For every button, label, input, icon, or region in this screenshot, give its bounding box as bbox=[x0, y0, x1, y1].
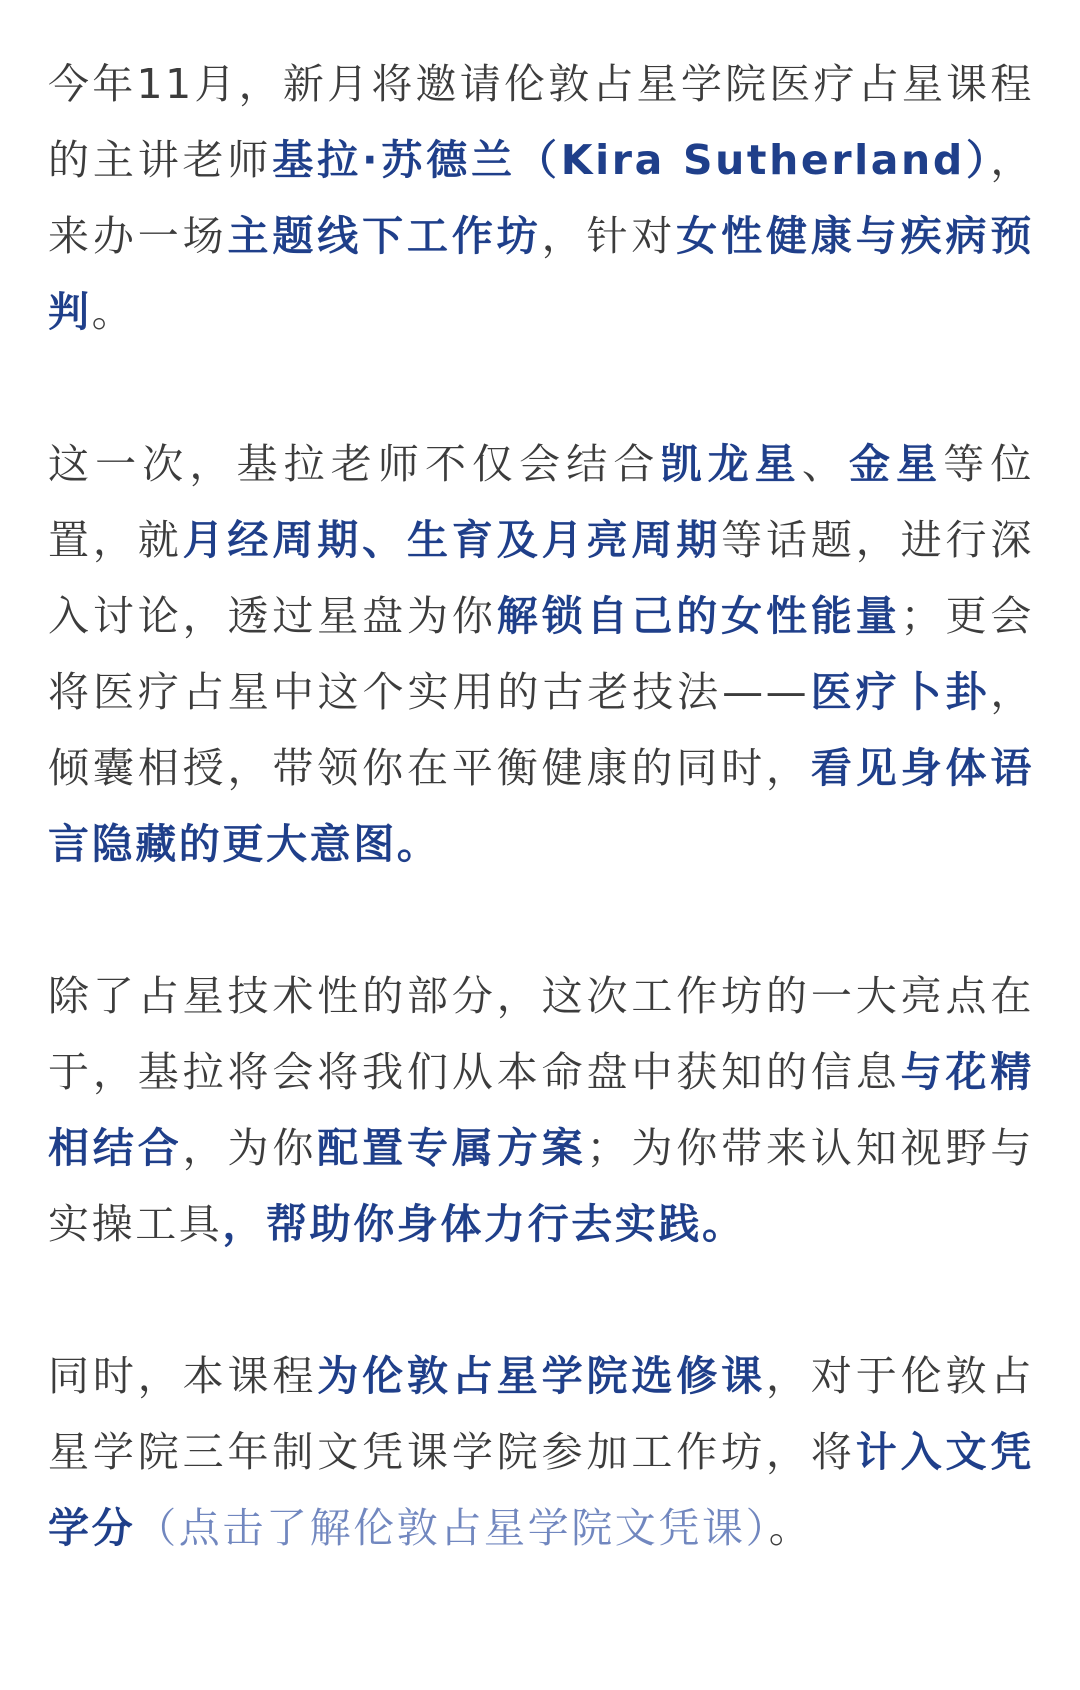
paragraph-credits bbox=[48, 1338, 1034, 1566]
topic-highlight: 女性健康与疾病预判 bbox=[48, 212, 1034, 336]
text-span: ，倾囊相授，带领你在平衡健康的同时， bbox=[48, 668, 1035, 792]
text-span: 同时，本课程 bbox=[48, 1352, 318, 1400]
article-body bbox=[48, 46, 1034, 1566]
venus-highlight: 金星 bbox=[849, 440, 944, 488]
text-span: 这一次，基拉老师不仅会结合 bbox=[48, 440, 661, 488]
paragraph-workshop-intro bbox=[48, 46, 1034, 350]
flower-essence-highlight: 与花精相结合 bbox=[48, 1048, 1034, 1172]
custom-plan-highlight: 配置专属方案 bbox=[317, 1124, 587, 1172]
chiron-highlight: 凯龙星 bbox=[660, 440, 802, 488]
teacher-name-highlight: 基拉·苏德兰（Kira Sutherland） bbox=[272, 136, 991, 184]
practice-highlight: ，帮助你身体力行去实践。 bbox=[222, 1200, 746, 1248]
text-span: 。 bbox=[768, 1504, 813, 1552]
text-span: ；更会将医疗占星中这个实用的古老技法—— bbox=[48, 592, 1035, 716]
paragraph-highlights bbox=[48, 958, 1034, 1262]
text-span: ，来办一场 bbox=[48, 136, 1034, 260]
text-span: 、 bbox=[801, 440, 850, 488]
text-span: 除了占星技术性的部分，这次工作坊的一大亮点在于，基拉将会将我们从本命盘中获知的信息 bbox=[48, 972, 1034, 1096]
diploma-credit-highlight: 计入文凭学分 bbox=[48, 1428, 1034, 1552]
paragraph-course-content bbox=[48, 426, 1034, 882]
text-span: 今年11月，新月将邀请伦敦占星学院医疗占星课程的主讲老师 bbox=[48, 60, 1034, 184]
text-span: ，针对 bbox=[541, 212, 677, 260]
workshop-type-highlight: 主题线下工作坊 bbox=[227, 212, 542, 260]
diploma-course-link[interactable]: （点击了解伦敦占星学院文凭课） bbox=[135, 1504, 769, 1552]
text-span: ，对于伦敦占星学院三年制文凭课学院参加工作坊，将 bbox=[48, 1352, 1035, 1476]
text-span: 等话题，进行深入讨论，透过星盘为你 bbox=[48, 516, 1035, 640]
text-span: ，为你 bbox=[182, 1124, 318, 1172]
cycles-highlight: 月经周期、生育及月亮周期 bbox=[182, 516, 722, 564]
body-language-highlight: 看见身体语言隐藏的更大意图。 bbox=[48, 744, 1034, 868]
text-span: 等位置，就 bbox=[48, 440, 1034, 564]
text-span: 。 bbox=[91, 288, 136, 336]
elective-course-highlight: 为伦敦占星学院选修课 bbox=[317, 1352, 767, 1400]
text-span: ；为你带来认知视野与实操工具 bbox=[48, 1124, 1034, 1248]
feminine-energy-highlight: 解锁自己的女性能量 bbox=[496, 592, 901, 640]
medical-horary-highlight: 医疗卜卦 bbox=[809, 668, 991, 716]
